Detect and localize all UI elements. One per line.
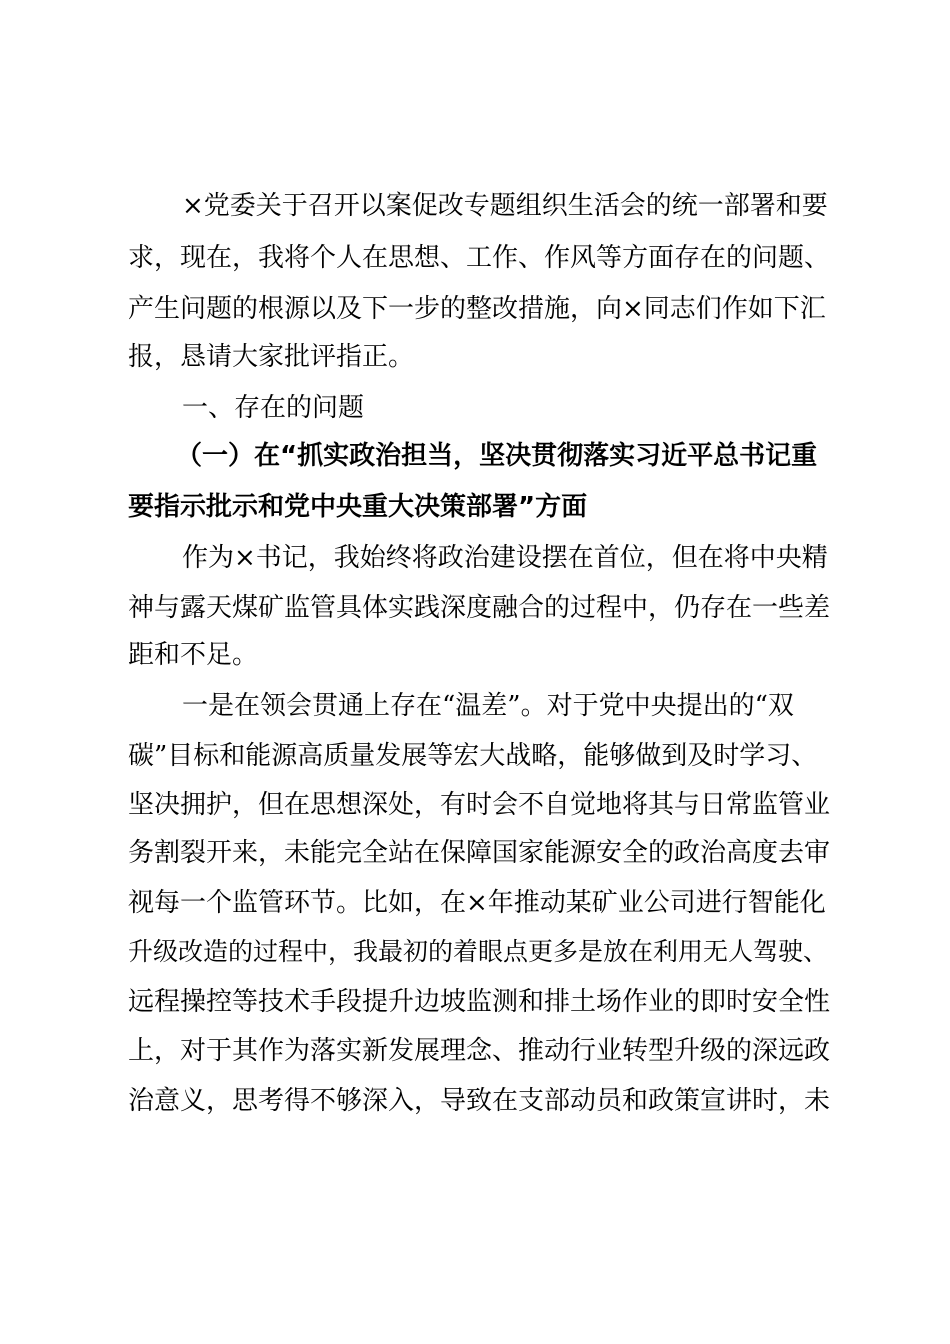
paragraph-3-line-6: 升级改造的过程中，我最初的着眼点更多是放在利用无人驾驶、 (128, 937, 829, 966)
subheading-1-line-2: 要指示批示和党中央重大决策部署”方面 (128, 492, 588, 522)
paragraph-1-line-4: 报，恳请大家批评指正。 (128, 342, 415, 372)
paragraph-3-line-2: 碳”目标和能源高质量发展等宏大战略，能够做到及时学习、 (128, 741, 818, 771)
paragraph-2-line-1: 作为×书记，我始终将政治建设摆在首位，但在将中央精 (182, 543, 828, 573)
subheading-1-line-1: （一）在“抓实政治担当，坚决贯彻落实习近平总书记重 (176, 441, 818, 471)
paragraph-2-line-3: 距和不足。 (128, 640, 259, 670)
paragraph-1-line-3: 产生问题的根源以及下一步的整改措施，向×同志们作如下汇 (128, 294, 826, 324)
paragraph-3-line-3: 坚决拥护，但在思想深处，有时会不自觉地将其与日常监管业 (128, 790, 831, 820)
paragraph-2-line-2: 神与露天煤矿监管具体实践深度融合的过程中，仍存在一些差 (128, 593, 831, 623)
paragraph-3-line-5: 视每一个监管环节。比如，在×年推动某矿业公司进行智能化 (128, 888, 826, 918)
paragraph-3-line-9: 治意义，思考得不够深入，导致在支部动员和政策宣讲时，未 (128, 1086, 831, 1116)
section-heading-1: 一、存在的问题 (182, 393, 365, 423)
paragraph-3-line-4: 务割裂开来，未能完全站在保障国家能源安全的政治高度去审 (128, 838, 831, 868)
paragraph-3-line-7: 远程操控等技术手段提升边坡监测和排土场作业的即时安全性 (128, 987, 831, 1017)
paragraph-1-line-2: 求，现在，我将个人在思想、工作、作风等方面存在的问题、 (128, 243, 831, 273)
paragraph-3-line-8: 上，对于其作为落实新发展理念、推动行业转型升级的深远政 (128, 1036, 831, 1066)
paragraph-3-line-1: 一是在领会贯通上存在“温差”。对于党中央提出的“双 (182, 691, 794, 721)
paragraph-1-line-1: ×党委关于召开以案促改专题组织生活会的统一部署和要 (182, 191, 828, 221)
